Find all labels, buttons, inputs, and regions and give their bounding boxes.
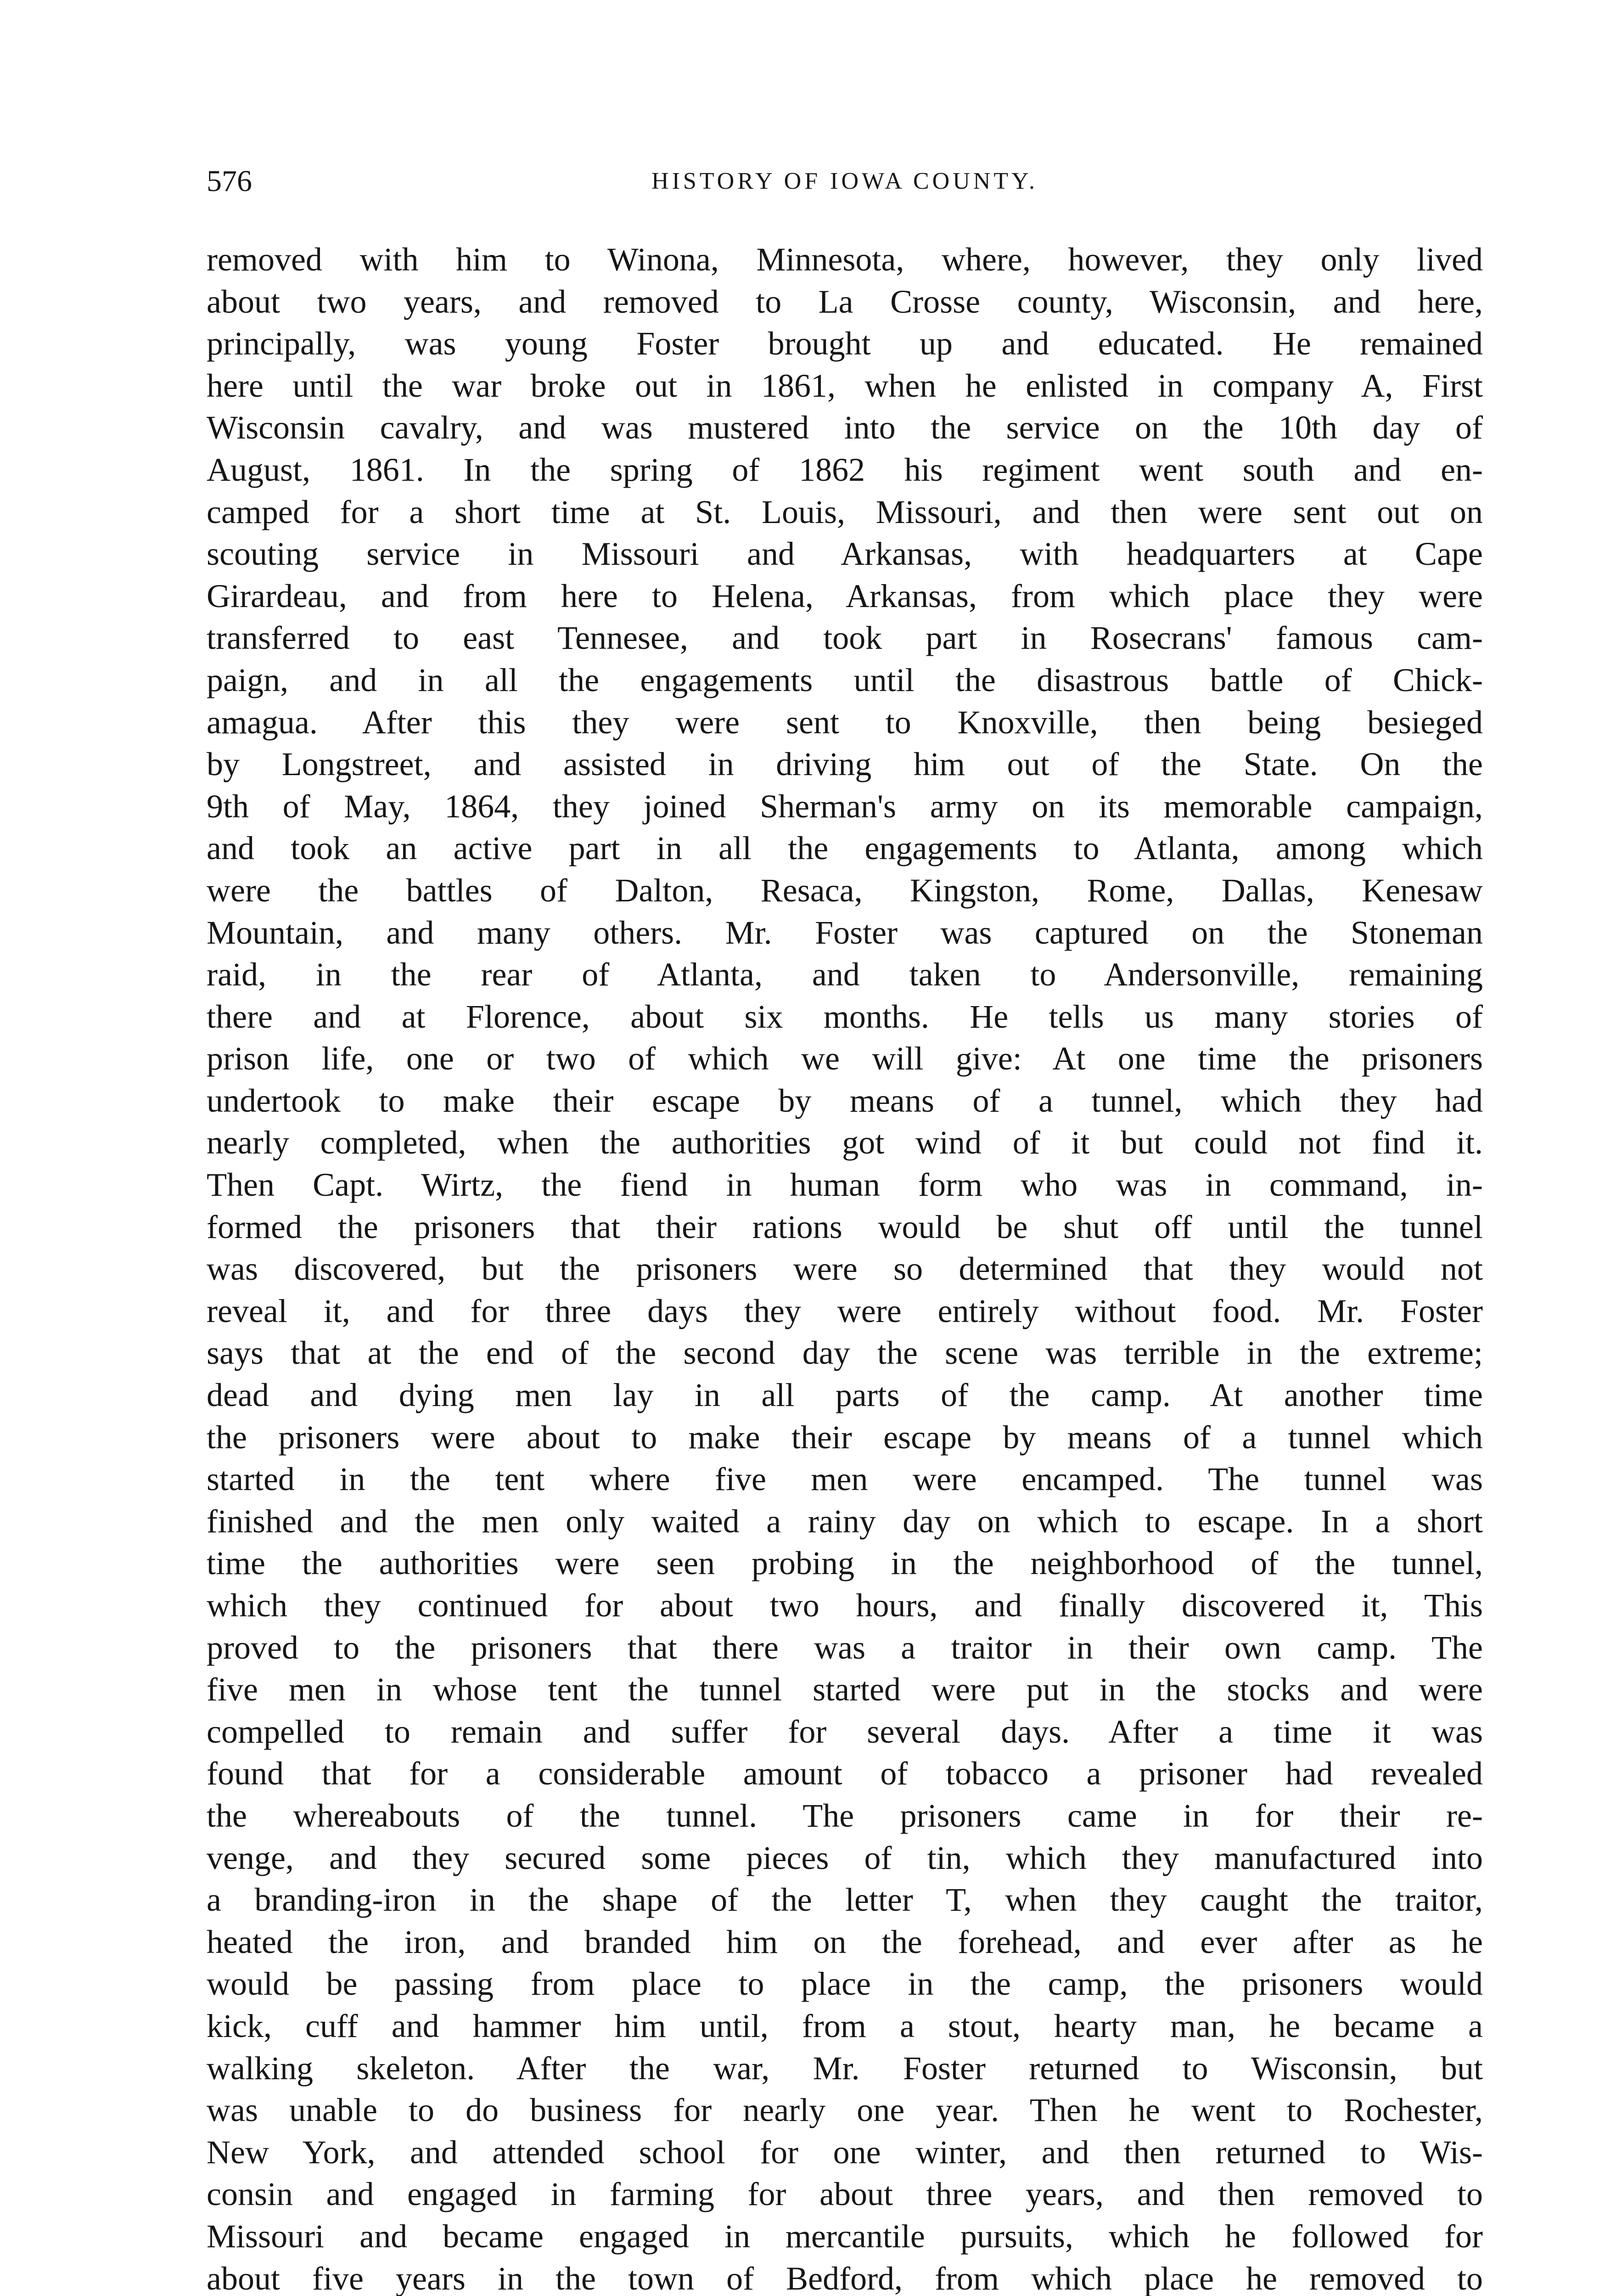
text-line: by Longstreet, and assisted in driving him out of the State. On the — [207, 746, 1483, 783]
text-line: camped for a short time at St. Louis, Missouri, and then were sent out on — [207, 493, 1483, 530]
text-line: 9th of May, 1864, they joined Sherman's army on its memorable campaign, — [207, 788, 1483, 825]
text-line: kick, cuff and hammer him until, from a stout, hearty man, he became a — [207, 2007, 1483, 2044]
text-line: which they continued for about two hours, and finally discovered it, This — [207, 1587, 1483, 1624]
body-text — [207, 239, 1483, 2296]
text-line: there and at Florence, about six months. He tells us many stories of — [207, 998, 1483, 1035]
text-line: nearly completed, when the authorities got wind of it but could not find it. — [207, 1124, 1483, 1161]
text-line: reveal it, and for three days they were entirely without food. Mr. Foster — [207, 1292, 1483, 1329]
text-line: raid, in the rear of Atlanta, and taken to Andersonville, remaining — [207, 956, 1483, 993]
text-line: walking skeleton. After the war, Mr. Foster returned to Wisconsin, but — [207, 2049, 1483, 2087]
text-line: Wisconsin cavalry, and was mustered into the service on the 10th day of — [207, 409, 1483, 446]
text-line: transferred to east Tennesee, and took part in Rosecrans' famous cam- — [207, 619, 1483, 657]
text-line: paign, and in all the engagements until the disastrous battle of Chick- — [207, 661, 1483, 698]
text-line: compelled to remain and suffer for several days. After a time it was — [207, 1713, 1483, 1750]
text-line: about five years in the town of Bedford, from which place he removed to — [207, 2260, 1483, 2296]
text-line: New York, and attended school for one winter, and then returned to Wis- — [207, 2133, 1483, 2171]
text-line: dead and dying men lay in all parts of the camp. At another time — [207, 1377, 1483, 1414]
text-line: and took an active part in all the engagements to Atlanta, among which — [207, 830, 1483, 867]
running-title: HISTORY OF IOWA COUNTY. — [651, 168, 1038, 194]
text-line: formed the prisoners that their rations would be shut off until the tunnel — [207, 1208, 1483, 1245]
text-line: scouting service in Missouri and Arkansas, with headquarters at Cape — [207, 535, 1483, 573]
text-line: a branding-iron in the shape of the letter T, when they caught the traitor, — [207, 1881, 1483, 1919]
text-line: principally, was young Foster brought up and educated. He remained — [207, 325, 1483, 362]
text-line: August, 1861. In the spring of 1862 his regiment went south and en- — [207, 451, 1483, 488]
text-line: time the authorities were seen probing in the neighborhood of the tunnel, — [207, 1545, 1483, 1582]
text-line: here until the war broke out in 1861, when he enlisted in company A, First — [207, 367, 1483, 404]
text-line: started in the tent where five men were encamped. The tunnel was — [207, 1461, 1483, 1498]
text-line: undertook to make their escape by means of a tunnel, which they had — [207, 1082, 1483, 1119]
text-line: proved to the prisoners that there was a traitor in their own camp. The — [207, 1629, 1483, 1666]
running-head — [207, 156, 1483, 207]
text-line: found that for a considerable amount of tobacco a prisoner had revealed — [207, 1755, 1483, 1792]
text-line: Mountain, and many others. Mr. Foster was captured on the Stoneman — [207, 914, 1483, 951]
text-line: were the battles of Dalton, Resaca, Kingston, Rome, Dallas, Kenesaw — [207, 872, 1483, 909]
text-line: consin and engaged in farming for about three years, and then removed to — [207, 2176, 1483, 2213]
text-line: the prisoners were about to make their escape by means of a tunnel which — [207, 1418, 1483, 1456]
text-line: prison life, one or two of which we will give: At one time the prisoners — [207, 1040, 1483, 1077]
text-line: would be passing from place to place in the camp, the prisoners would — [207, 1965, 1483, 2003]
text-line: the whereabouts of the tunnel. The prisoners came in for their re- — [207, 1797, 1483, 1834]
text-line: says that at the end of the second day the scene was terrible in the extreme; — [207, 1334, 1483, 1372]
text-line: five men in whose tent the tunnel started were put in the stocks and were — [207, 1671, 1483, 1708]
text-line: venge, and they secured some pieces of tin, which they manufactured into — [207, 1839, 1483, 1876]
text-line: finished and the men only waited a rainy day on which to escape. In a short — [207, 1503, 1483, 1540]
text-line: amagua. After this they were sent to Knoxville, then being besieged — [207, 703, 1483, 741]
text-line: about two years, and removed to La Crosse county, Wisconsin, and here, — [207, 283, 1483, 320]
text-line: Missouri and became engaged in mercantile pursuits, which he followed for — [207, 2217, 1483, 2255]
text-line: removed with him to Winona, Minnesota, where, however, they only lived — [207, 241, 1483, 278]
text-line: Then Capt. Wirtz, the fiend in human form who was in command, in- — [207, 1166, 1483, 1204]
text-line: was unable to do business for nearly one year. Then he went to Rochester, — [207, 2092, 1483, 2129]
text-line: was discovered, but the prisoners were so determined that they would not — [207, 1250, 1483, 1288]
text-line: Girardeau, and from here to Helena, Arkansas, from which place they were — [207, 577, 1483, 614]
text-line: heated the iron, and branded him on the forehead, and ever after as he — [207, 1923, 1483, 1960]
page-number: 576 — [207, 164, 252, 198]
